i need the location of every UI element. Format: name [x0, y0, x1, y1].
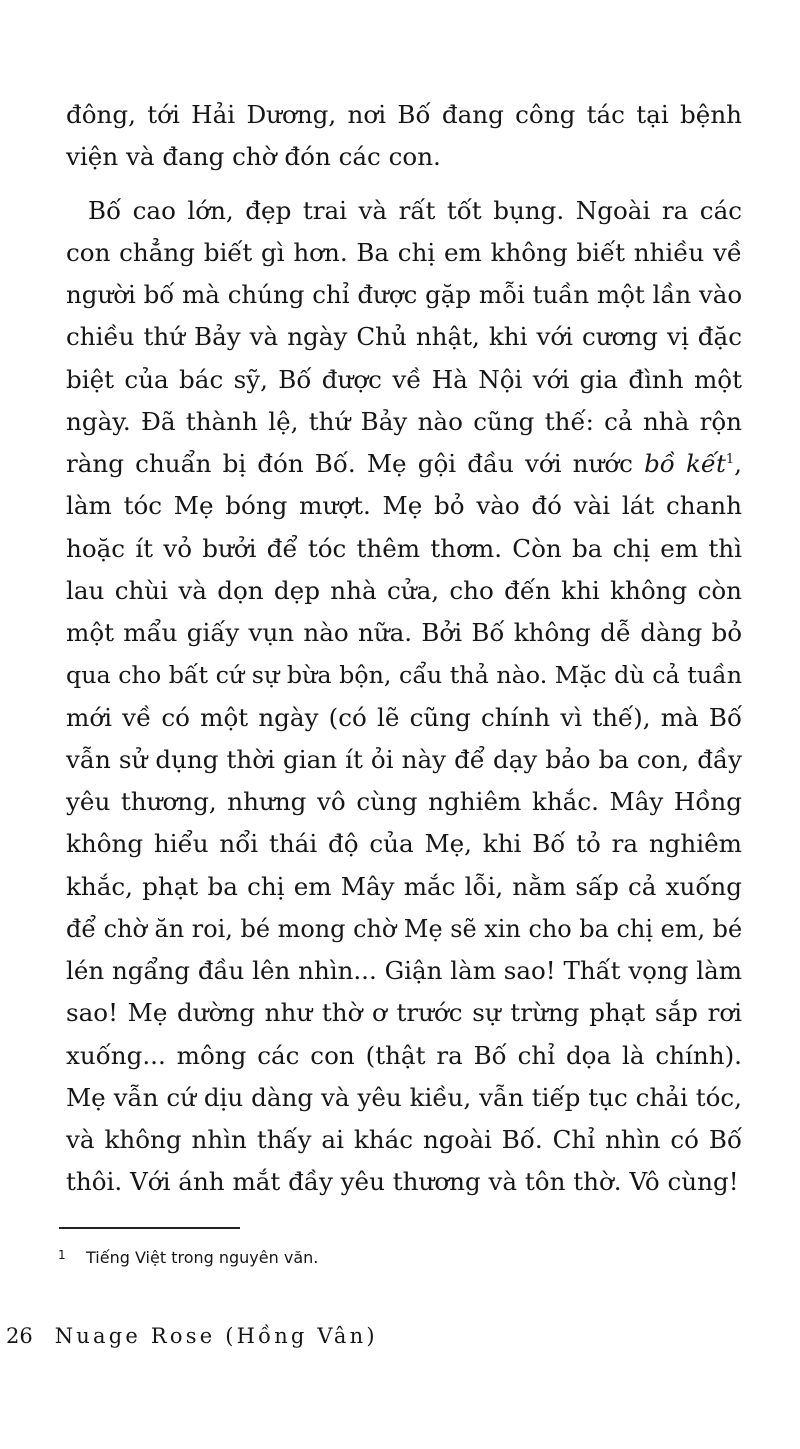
text-line: Bố cao lớn, đẹp trai và rất tốt bụng. Ngoài ra các	[88, 195, 742, 225]
text-line: con chẳng biết gì hơn. Ba chị em không biết nhiều về	[66, 237, 742, 267]
page-number: 26	[6, 1324, 33, 1348]
text-line: khắc, phạt ba chị em Mây mắc lỗi, nằm sấp cả xuống	[66, 871, 742, 901]
footnote-reference: 1	[725, 451, 735, 467]
footnote-text: Tiếng Việt trong nguyên văn.	[86, 1248, 319, 1267]
text-line: lén ngẩng đầu lên nhìn... Giận làm sao! Thất vọng làm	[66, 956, 742, 985]
text-line: viện và đang chờ đón các con.	[66, 142, 441, 172]
text-line: thôi. Với ánh mắt đầy yêu thương và tôn thờ. Vô cùng!	[66, 1167, 739, 1197]
text-segment: ,	[734, 449, 742, 478]
footnote	[58, 1244, 318, 1269]
footnote-marker: 1	[58, 1248, 66, 1262]
book-title: Nuage Rose (Hồng Vân)	[54, 1324, 378, 1348]
text-line: biệt của bác sỹ, Bố được về Hà Nội với gia đình một	[66, 364, 742, 394]
text-line: người bố mà chúng chỉ được gặp mỗi tuần một lần vào	[66, 280, 743, 309]
text-line: xuống... mông các con (thật ra Bố chỉ dọa là chính).	[66, 1040, 742, 1070]
text-line: làm tóc Mẹ bóng mượt. Mẹ bỏ vào đó vài lát chanh	[66, 491, 742, 521]
text-line: sao! Mẹ dường như thờ ơ trước sự trừng phạt sắp rơi	[66, 998, 742, 1028]
text-line: mới về có một ngày (có lẽ cũng chính vì thế), mà Bố	[66, 702, 742, 732]
footnote-divider	[59, 1227, 240, 1229]
text-segment: ràng chuẩn bị đón Bố. Mẹ gội đầu với nước	[66, 449, 645, 478]
text-line: để chờ ăn roi, bé mong chờ Mẹ sẽ xin cho ba chị em, bé	[66, 914, 743, 943]
text-line: chiều thứ Bảy và ngày Chủ nhật, khi với cương vị đặc	[66, 322, 742, 352]
text-line: qua cho bất cứ sự bừa bộn, cẩu thả nào. Mặc dù cả tuần	[66, 661, 742, 690]
text-line: đông, tới Hải Dương, nơi Bố đang công tác tại bệnh	[66, 100, 742, 129]
text-line: hoặc ít vỏ bưởi để tóc thêm thơm. Còn ba chị em thì	[66, 533, 742, 563]
running-footer	[6, 1322, 378, 1350]
body-text	[66, 94, 742, 1204]
text-line: ngày. Đã thành lệ, thứ Bảy nào cũng thế: cả nhà rộn	[66, 406, 742, 436]
text-line: lau chùi và dọn dẹp nhà cửa, cho đến khi không còn	[66, 575, 742, 605]
italic-term: bồ kết	[644, 449, 726, 478]
text-line: Mẹ vẫn cứ dịu dàng và yêu kiều, vẫn tiếp tục chải tóc,	[66, 1082, 742, 1112]
text-line: yêu thương, nhưng vô cùng nghiêm khắc. Mây Hồng	[66, 787, 742, 816]
text-line: một mẩu giấy vụn nào nữa. Bởi Bố không dễ dàng bỏ	[66, 618, 742, 647]
text-line: không hiểu nổi thái độ của Mẹ, khi Bố tỏ ra nghiêm	[66, 829, 742, 859]
text-line: và không nhìn thấy ai khác ngoài Bố. Chỉ nhìn có Bố	[66, 1125, 742, 1154]
text-line: vẫn sử dụng thời gian ít ỏi này để dạy bảo ba con, đầy	[66, 744, 742, 774]
text-line-with-footnote	[66, 443, 742, 485]
